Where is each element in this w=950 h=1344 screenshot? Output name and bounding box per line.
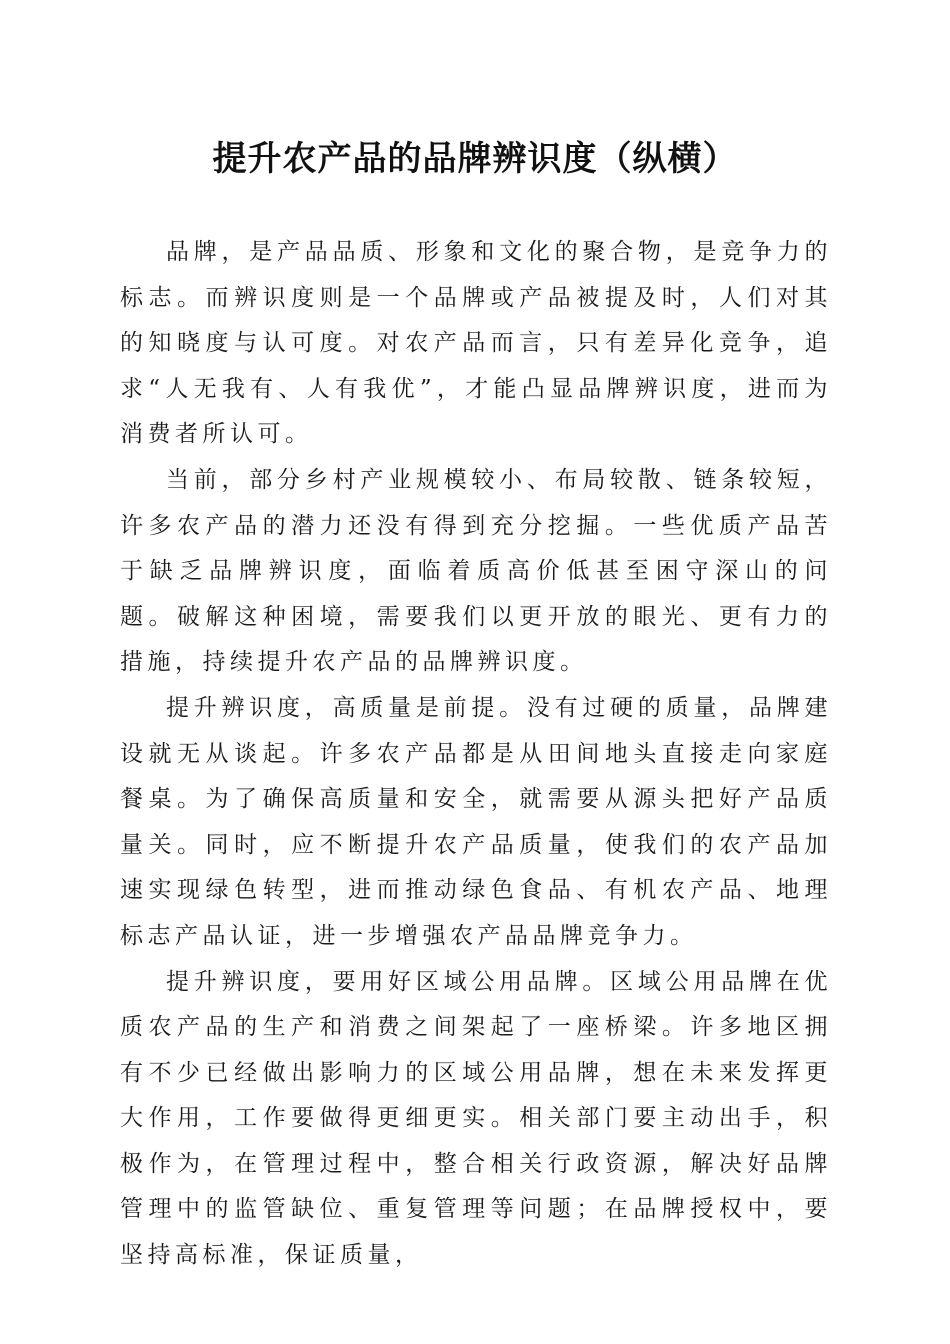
article-title: 提升农产品的品牌辨识度（纵横） (212, 139, 738, 179)
paragraph-1: 品牌，是产品品质、形象和文化的聚合物，是竞争力的标志。而辨识度则是一个品牌或产品被提及时，人们对其的知晓度与认可度。对农产品而言，只有差异化竞争，追求“人无我有、人有我优”，才能凸显品牌辨识度，进而为消费者所认可。 (120, 239, 832, 448)
paragraph-4: 提升辨识度，要用好区域公用品牌。区域公用品牌在优质农产品的生产和消费之间架起了一座桥梁。许多地区拥有不少已经做出影响力的区域公用品牌，想在未来发挥更大作用，工作要做得更细更实。相关部门要主动出手，积极作为，在管理过程中，整合相关行政资源，解决好品牌管理中的监管缺位、重复管理等问题；在品牌授权中，要坚持高标准，保证质量， (120, 968, 832, 1269)
paragraph-2: 当前，部分乡村产业规模较小、布局较散、链条较短，许多农产品的潜力还没有得到充分挖掘。一些优质产品苦于缺乏品牌辨识度，面临着质高价低甚至困守深山的问题。破解这种困境，需要我们以更开放的眼光、更有力的措施，持续提升农产品的品牌辨识度。 (120, 466, 832, 676)
paragraph-3: 提升辨识度，高质量是前提。没有过硬的质量，品牌建设就无从谈起。许多农产品都是从田间地头直接走向家庭餐桌。为了确保高质量和安全，就需要从源头把好产品质量关。同时，应不断提升农产品质量，使我们的农产品加速实现绿色转型，进而推动绿色食品、有机农产品、地理标志产品认证，进一步增强农产品品牌竞争力。 (120, 694, 832, 949)
article-body (120, 230, 832, 1279)
